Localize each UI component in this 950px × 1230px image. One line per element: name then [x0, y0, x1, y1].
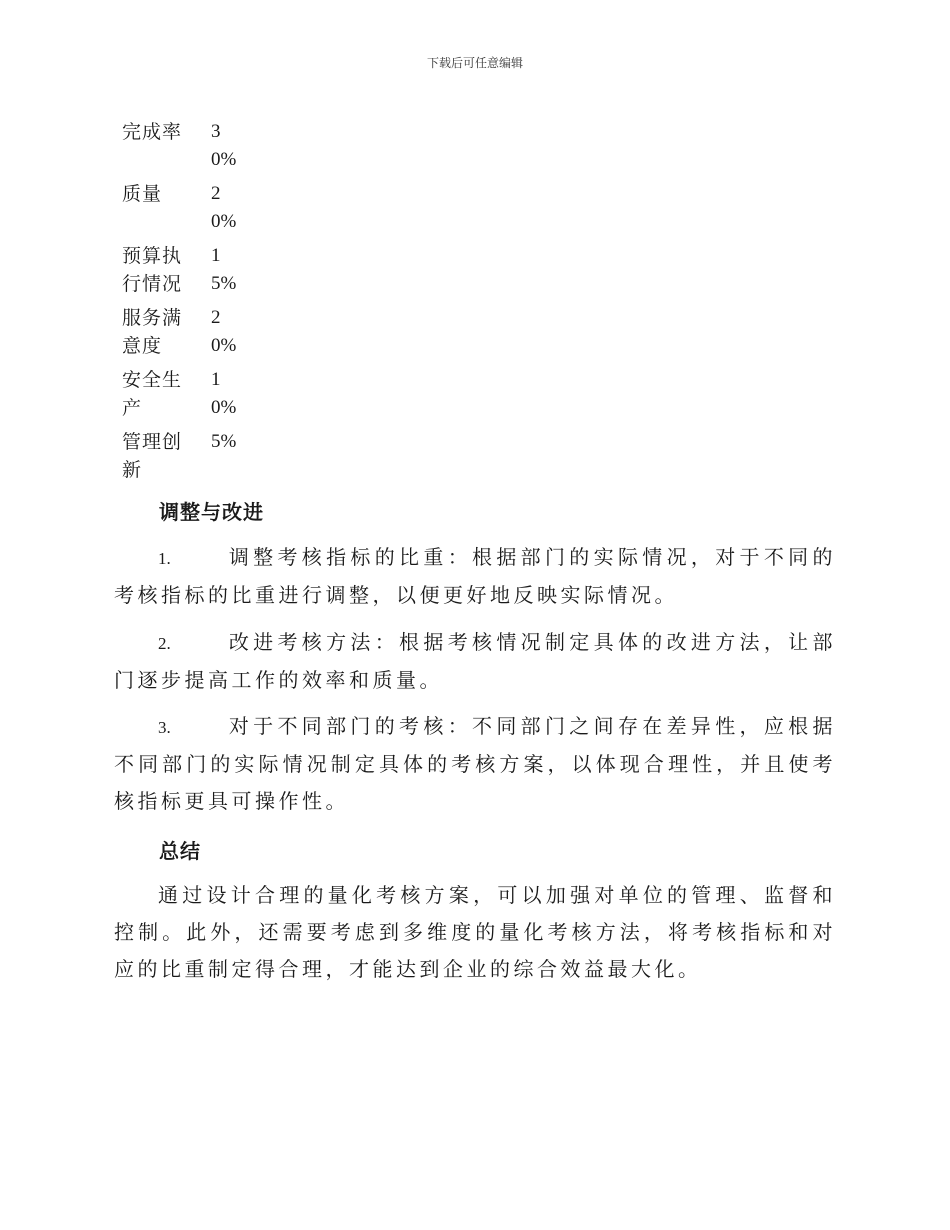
weight-value: 20% — [211, 307, 237, 356]
list-item — [114, 624, 836, 699]
list-item-number: 3. — [158, 718, 171, 737]
list-item-text: 改进考核方法：根据考核情况制定具体的改进方法，让部门逐步提高工作的效率和质量。 — [114, 630, 836, 692]
table-row — [122, 118, 245, 174]
list-item — [114, 708, 836, 820]
weight-name: 安全生产 — [122, 369, 183, 419]
weight-name: 管理创新 — [122, 431, 183, 481]
table-row — [122, 428, 245, 484]
weight-value: 20% — [211, 183, 237, 232]
weight-value: 15% — [211, 245, 237, 294]
page-header: 下载后可任意编辑 — [426, 56, 523, 70]
weight-value: 30% — [211, 121, 237, 170]
weight-value: 5% — [211, 431, 237, 452]
section-heading-summary: 总结 — [159, 839, 201, 863]
list-item-number: 2. — [158, 634, 171, 653]
list-item — [114, 539, 836, 614]
list-item-number: 1. — [158, 549, 171, 568]
table-row — [122, 304, 245, 360]
table-row — [122, 242, 245, 298]
table-row — [122, 180, 245, 236]
weight-name: 服务满意度 — [122, 307, 183, 357]
weight-value: 10% — [211, 369, 237, 418]
weight-name: 完成率 — [122, 121, 183, 143]
weight-name: 质量 — [122, 183, 163, 205]
summary-paragraph: 通过设计合理的量化考核方案，可以加强对单位的管理、监督和控制。此外，还需要考虑到多维度的量化考核方法，将考核指标和对应的比重制定得合理，才能达到企业的综合效益最大化。 — [114, 883, 836, 981]
list-item-text: 对于不同部门的考核：不同部门之间存在差异性，应根据不同部门的实际情况制定具体的考核方案，以体现合理性，并且使考核指标更具可操作性。 — [114, 714, 836, 813]
weights-table — [122, 118, 245, 490]
weight-name: 预算执行情况 — [122, 245, 183, 295]
section-heading-adjust: 调整与改进 — [159, 500, 264, 524]
table-row — [122, 366, 245, 422]
list-item-text: 调整考核指标的比重：根据部门的实际情况，对于不同的考核指标的比重进行调整，以便更好地反映实际情况。 — [114, 545, 836, 607]
